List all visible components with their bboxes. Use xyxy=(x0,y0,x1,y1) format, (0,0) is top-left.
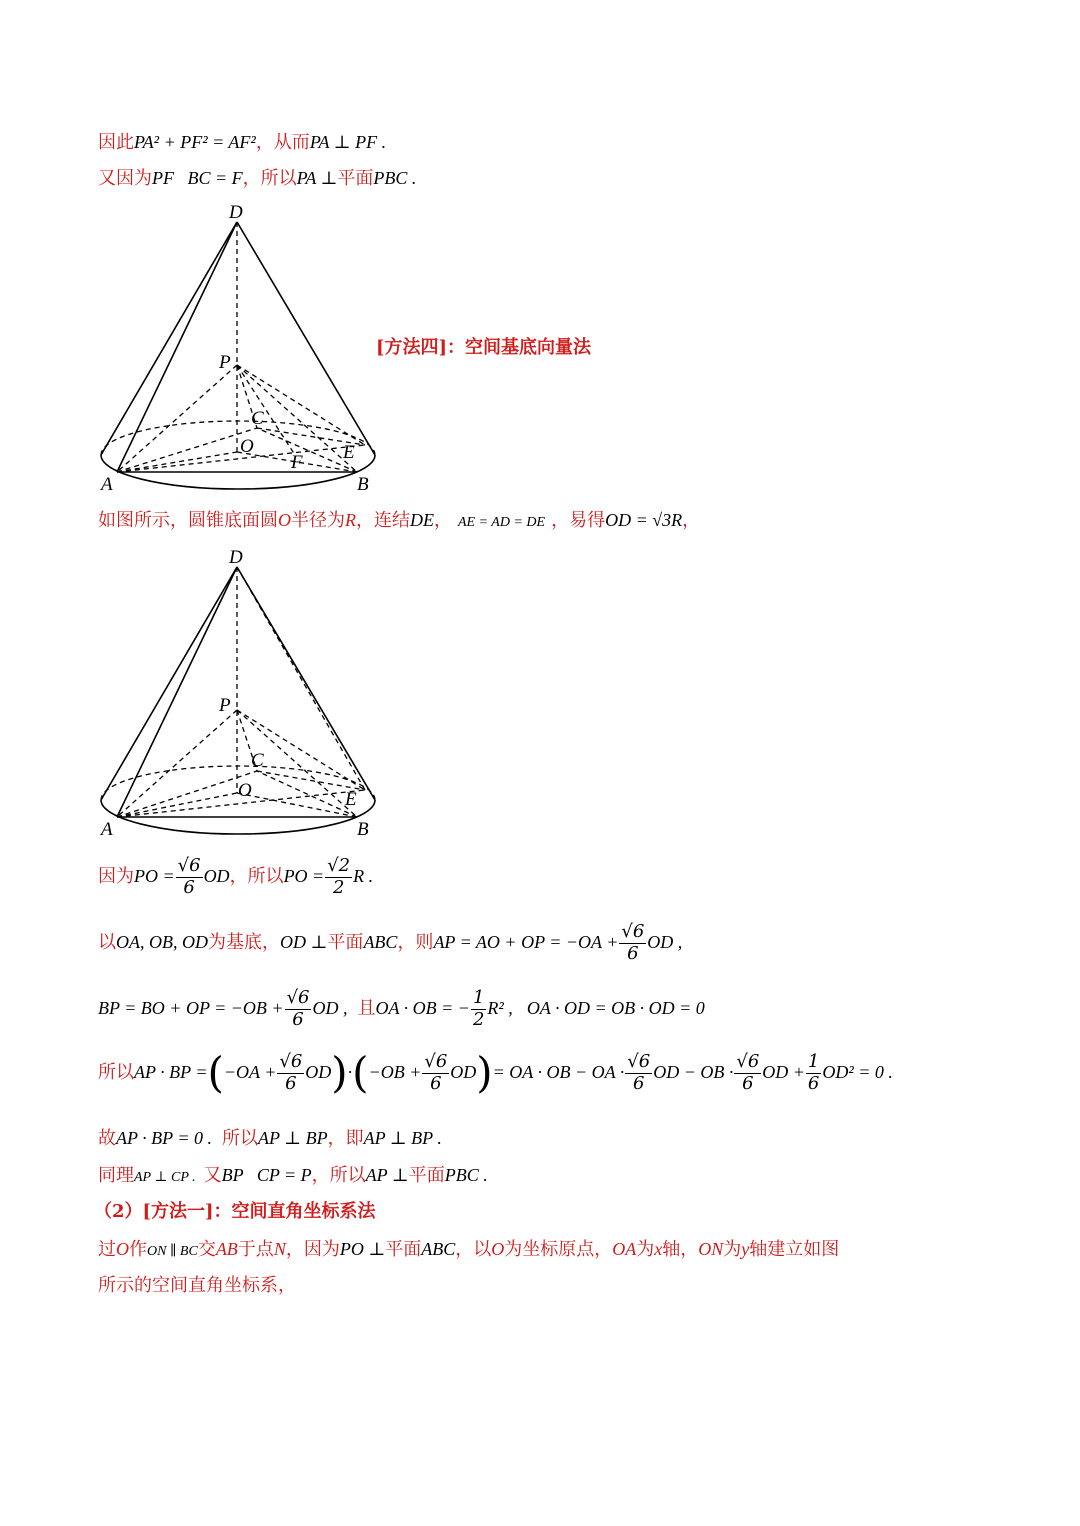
text-line-6 xyxy=(98,988,705,1030)
text: ，连结 xyxy=(356,510,410,531)
fraction: $\frac{√6}{6}$ xyxy=(736,1051,760,1094)
text: ， xyxy=(434,510,452,531)
text: 平面 xyxy=(337,168,374,189)
method-four-heading: [方法四]：空间基底向量法 xyxy=(376,337,592,358)
formula: ON xyxy=(698,1239,724,1259)
cone-figure-2 xyxy=(95,545,385,840)
formula: y xyxy=(741,1239,750,1259)
label-P: P xyxy=(219,695,231,716)
cone-edge-left xyxy=(101,567,237,800)
formula: OA · OD = OB · OD = 0 xyxy=(526,998,705,1019)
label-F: F xyxy=(291,452,303,473)
formula: AP · BP = 0 . xyxy=(116,1128,212,1148)
text-line-8 xyxy=(98,1129,442,1148)
formula: AP ⊥ BP . xyxy=(363,1128,442,1148)
fraction: $\frac{√6}{6}$ xyxy=(424,1051,448,1094)
formula: OD − OB · xyxy=(653,1062,734,1083)
text: 为坐标原点， xyxy=(504,1239,613,1260)
formula: OA · OB = − xyxy=(375,998,470,1019)
formula: OD + xyxy=(762,1062,805,1083)
formula: PA² + PF² = AF² xyxy=(134,132,256,152)
text: 轴建立如图 xyxy=(749,1239,840,1260)
text: 交 xyxy=(197,1239,216,1260)
formula: O xyxy=(491,1239,505,1259)
text-line-2 xyxy=(98,169,416,188)
formula: OD xyxy=(305,1062,332,1083)
text-line-9 xyxy=(98,1166,488,1185)
formula: OA xyxy=(612,1239,637,1259)
formula: O xyxy=(278,510,291,530)
label-D: D xyxy=(229,202,243,223)
formula: AP ⊥ xyxy=(365,1165,409,1185)
formula: PO = xyxy=(283,866,325,887)
fraction: $\frac{√6}{6}$ xyxy=(177,855,201,898)
edge-DA xyxy=(117,222,237,472)
fraction: $\frac{1}{2}$ xyxy=(472,987,485,1030)
text: 又 xyxy=(203,1165,222,1186)
formula: BP = BO + OP = −OB + xyxy=(98,998,284,1019)
text: 所以 xyxy=(221,1128,258,1149)
text-line-11: 所示的空间直角坐标系， xyxy=(98,1275,296,1296)
cone-figure-1 xyxy=(95,200,385,495)
text: ，所以 xyxy=(229,866,284,888)
text: ， xyxy=(682,510,701,531)
formula: R xyxy=(345,510,356,530)
label-O: O xyxy=(238,780,252,801)
formula: −OB + xyxy=(368,1062,422,1083)
text: 所以 xyxy=(98,1062,134,1084)
formula: OD = √3R xyxy=(605,510,683,530)
formula: OD ⊥ xyxy=(280,932,328,953)
formula: AP ⊥ BP xyxy=(257,1128,328,1148)
formula: ABC xyxy=(363,932,398,953)
formula: OD xyxy=(203,866,230,887)
formula: AE = AD = DE xyxy=(458,515,546,530)
formula: OA, OB, OD xyxy=(116,932,208,953)
label-D: D xyxy=(229,547,243,568)
label-B: B xyxy=(357,819,369,840)
text: 因为 xyxy=(98,866,134,888)
text: ，则 xyxy=(397,932,434,954)
label-P: P xyxy=(219,352,231,373)
formula: AP = AO + OP = −OA + xyxy=(433,932,619,953)
text: 半径为 xyxy=(291,510,345,531)
text: 同理 xyxy=(98,1165,134,1186)
text: 平面 xyxy=(385,1239,422,1260)
formula: OD , xyxy=(312,998,348,1019)
text-line-10 xyxy=(98,1240,839,1259)
formula: PBC . xyxy=(373,168,417,188)
label-B: B xyxy=(357,474,369,495)
formula: PBC . xyxy=(444,1165,488,1185)
cone-edge-left xyxy=(101,222,237,455)
formula: DE xyxy=(410,510,434,530)
text: 为 xyxy=(723,1239,742,1260)
text: ，以 xyxy=(455,1239,492,1260)
text: 过 xyxy=(98,1239,116,1260)
formula: BP CP = P xyxy=(221,1165,312,1185)
text: 于点 xyxy=(237,1239,274,1260)
text-line-3 xyxy=(98,511,700,530)
text: ，从而 xyxy=(255,132,310,153)
text: ，因为 xyxy=(285,1239,340,1260)
text: 故 xyxy=(98,1128,116,1149)
formula: ABC xyxy=(421,1239,456,1259)
formula: OD² = 0 . xyxy=(822,1062,893,1083)
text: 作 xyxy=(129,1239,147,1260)
label-A: A xyxy=(101,819,113,840)
text: 又因为 xyxy=(98,168,152,189)
text-line-1 xyxy=(98,133,386,152)
text: 平面 xyxy=(327,932,364,954)
text: 轴， xyxy=(662,1239,699,1260)
text: 因此 xyxy=(98,132,134,153)
formula: N xyxy=(273,1239,286,1259)
formula: AP · BP = xyxy=(134,1062,208,1083)
label-O: O xyxy=(240,436,254,457)
fraction: $\frac{1}{6}$ xyxy=(807,1051,820,1094)
text: ，易得 xyxy=(551,510,606,531)
text: 为 xyxy=(636,1239,655,1260)
label-C: C xyxy=(251,750,264,771)
text-line-4 xyxy=(98,856,373,898)
edge-DA xyxy=(117,567,237,817)
fraction: $\frac{√6}{6}$ xyxy=(627,1051,651,1094)
text: ，所以 xyxy=(311,1165,366,1186)
text: ，即 xyxy=(327,1128,364,1149)
formula: PA ⊥ PF . xyxy=(309,132,387,152)
part-two-heading: （2）[方法一]：空间直角坐标系法 xyxy=(94,1201,376,1222)
formula: AB xyxy=(215,1239,238,1259)
formula: AP ⊥ CP . xyxy=(134,1170,196,1185)
text: 平面 xyxy=(408,1165,445,1186)
formula: R . xyxy=(353,866,374,887)
text: 且 xyxy=(357,998,376,1020)
formula: · xyxy=(347,1062,353,1083)
text: ，所以 xyxy=(242,168,297,189)
text-line-7: 所以AP · BP =(−OA + $\frac{√6}{6}$ OD)·(−OB + $\frac{√6}{6}$ OD)= OA · OB − OA · $\frac{√6}{6}$ OD − OB · $\frac{√6}{6}$ OD + $\frac{1}{6}$ OD² = 0 . xyxy=(98,1048,893,1098)
text: 为基底， xyxy=(208,932,280,954)
label-E: E xyxy=(343,442,355,463)
formula: PA ⊥ xyxy=(296,168,338,188)
text: 如图所示，圆锥底面圆 xyxy=(98,510,278,531)
formula: R² , xyxy=(487,998,513,1019)
formula: PO ⊥ xyxy=(339,1239,386,1259)
formula: ON ∥ BC xyxy=(147,1244,198,1259)
text: 以 xyxy=(98,932,116,954)
formula: PO = xyxy=(134,866,175,887)
formula: x xyxy=(654,1239,663,1259)
fraction: $\frac{√6}{6}$ xyxy=(286,987,310,1030)
formula: OD xyxy=(450,1062,477,1083)
fraction: $\frac{√2}{2}$ xyxy=(327,855,351,898)
label-C: C xyxy=(251,408,264,429)
formula: OD , xyxy=(647,932,683,953)
text-line-5 xyxy=(98,922,682,964)
formula: −OA + xyxy=(223,1062,277,1083)
fraction: $\frac{√6}{6}$ xyxy=(279,1051,303,1094)
label-A: A xyxy=(101,474,113,495)
fraction: $\frac{√6}{6}$ xyxy=(621,921,645,964)
formula: = OA · OB − OA · xyxy=(492,1062,625,1083)
formula: PF BC = F xyxy=(152,168,243,188)
label-E: E xyxy=(345,789,357,810)
formula: O xyxy=(116,1239,129,1259)
